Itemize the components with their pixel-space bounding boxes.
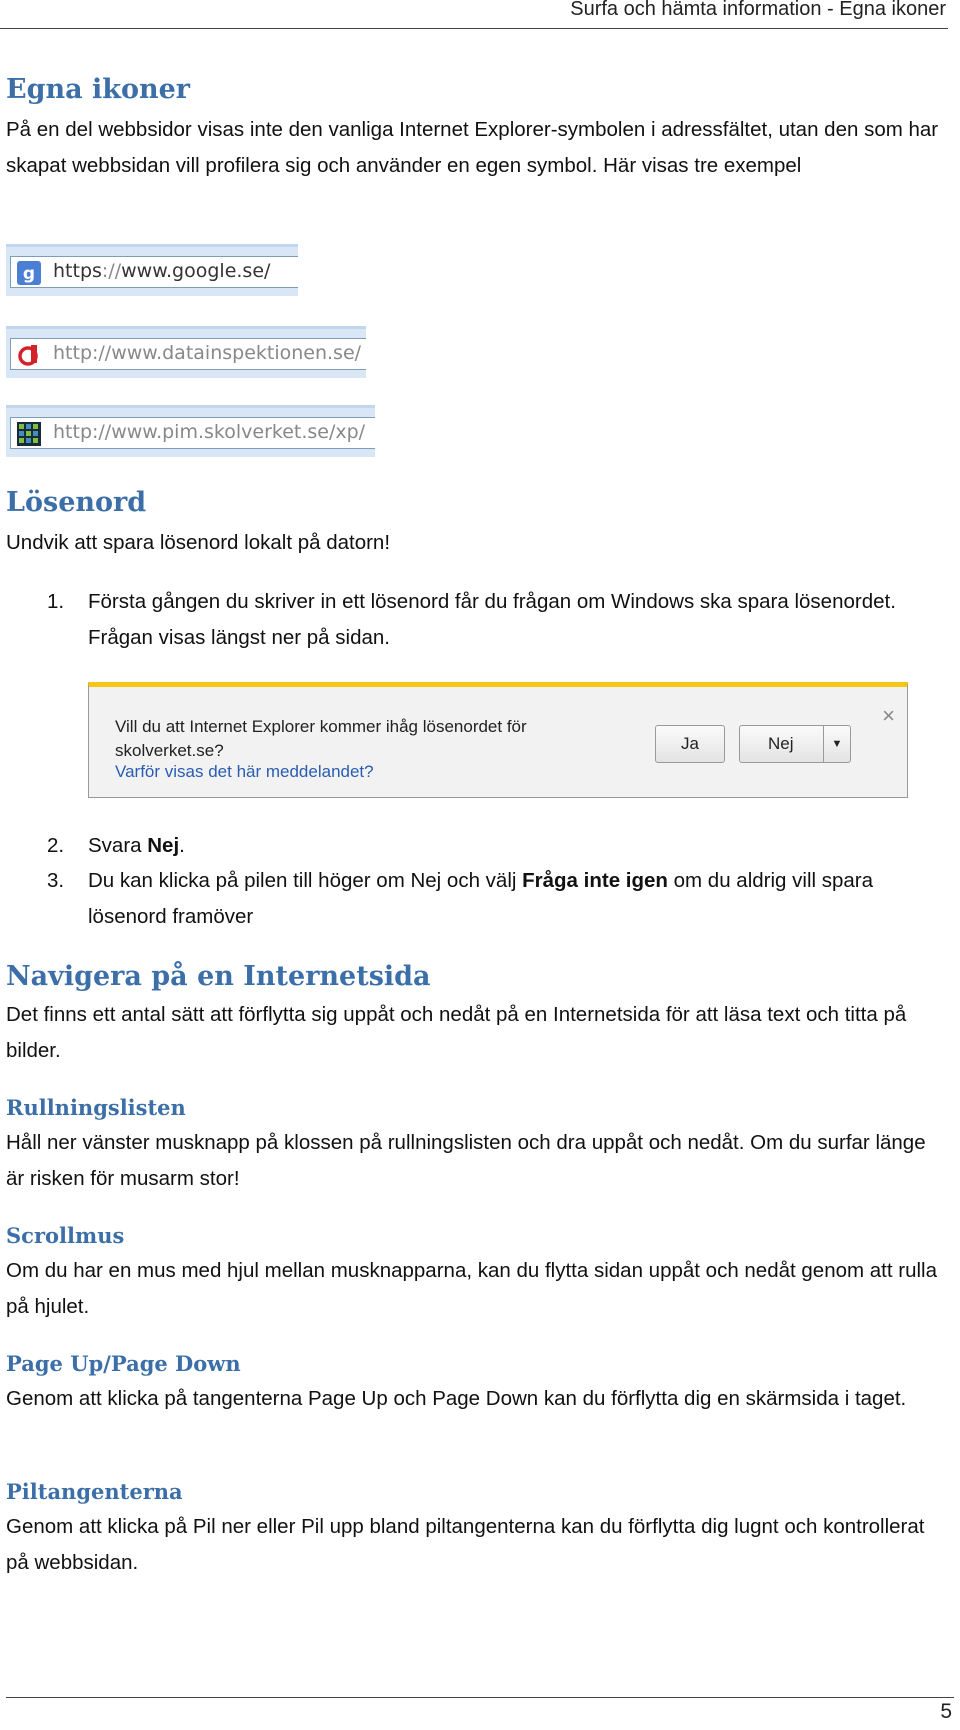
notification-message: Vill du att Internet Explorer kommer ihåg lösenordet för skolverket.se? <box>115 717 527 760</box>
subheading-page-up-down: Page Up/Page Down <box>6 1351 241 1376</box>
why-shown-link[interactable]: Varför visas det här meddelandet? <box>115 762 374 781</box>
list-item-step-3 <box>47 863 927 934</box>
heading-navigera: Navigera på en Internetsida <box>6 961 431 992</box>
intro-egna-ikoner: På en del webbsidor visas inte den vanliga Internet Explorer-symbolen i adressfältet, utan den som har skapat webbsidan vill profilera sig och använder en egen symbol. Här visas tre exempel <box>6 118 939 177</box>
text-rullningslisten: Håll ner vänster musknapp på klossen på rullningslisten och dra uppåt och nedåt. Om du surfar länge är risken för musarm stor! <box>6 1131 926 1190</box>
text-scrollmus: Om du har en mus med hjul mellan musknapparna, kan du flytta sidan uppåt och nedåt genom att rulla på hjulet. <box>6 1259 938 1318</box>
text-piltangenterna: Genom att klicka på Pil ner eller Pil upp bland piltangenterna kan du förflytta dig lugnt och kontrollerat på webbsidan. <box>6 1515 925 1574</box>
intro-losenord: Undvik att spara lösenord lokalt på datorn! <box>6 531 391 554</box>
address-url-datainspektionen: http://www.datainspektionen.se/ <box>53 342 362 364</box>
subheading-rullningslisten: Rullningslisten <box>6 1095 186 1120</box>
list-item-step-1 <box>47 584 927 655</box>
step-number: 2. <box>47 834 65 857</box>
skolverket-pim-icon <box>17 422 41 446</box>
subheading-scrollmus: Scrollmus <box>6 1223 125 1248</box>
heading-losenord: Lösenord <box>6 487 147 518</box>
no-button-label: Nej <box>768 734 794 753</box>
running-title: Surfa och hämta information - Egna ikoner <box>570 0 946 20</box>
address-url-google: https://www.google.se/ <box>53 260 271 282</box>
close-icon[interactable]: × <box>882 703 895 728</box>
footer-divider <box>6 1697 954 1698</box>
step-text: Du kan klicka på pilen till höger om Nej och välj Fråga inte igen om du aldrig vill spara lösenord framöver <box>88 869 874 928</box>
subheading-piltangenterna: Piltangenterna <box>6 1479 183 1504</box>
step-text: Svara Nej. <box>88 834 185 857</box>
list-item-step-2 <box>47 828 927 864</box>
address-bar-example-google <box>6 244 298 296</box>
step-text: Första gången du skriver in ett lösenord får du frågan om Windows ska spara lösenordet. Frågan visas längst ner på sidan. <box>88 590 896 649</box>
step-number: 1. <box>47 590 65 613</box>
address-url-skolverket: http://www.pim.skolverket.se/xp/ <box>53 421 366 443</box>
page-number: 5 <box>940 1700 952 1723</box>
address-bar-example-skolverket <box>6 405 375 457</box>
running-header <box>0 0 948 29</box>
ie-password-notification <box>88 682 908 798</box>
datainspektionen-icon <box>17 343 41 367</box>
dropdown-arrow-icon[interactable]: ▼ <box>823 726 850 762</box>
no-split-button[interactable] <box>739 725 851 763</box>
heading-egna-ikoner: Egna ikoner <box>6 74 190 105</box>
google-g-icon <box>17 261 41 285</box>
yes-button[interactable]: Ja <box>655 725 725 763</box>
svg-text:g: g <box>22 264 36 284</box>
step-number: 3. <box>47 869 65 892</box>
intro-navigera: Det finns ett antal sätt att förflytta sig uppåt och nedåt på en Internetsida för att läsa text och titta på bilder. <box>6 1003 907 1062</box>
text-page-up-down: Genom att klicka på tangenterna Page Up och Page Down kan du förflytta dig en skärmsida i taget. <box>6 1387 907 1410</box>
address-bar-example-datainspektionen <box>6 326 366 378</box>
